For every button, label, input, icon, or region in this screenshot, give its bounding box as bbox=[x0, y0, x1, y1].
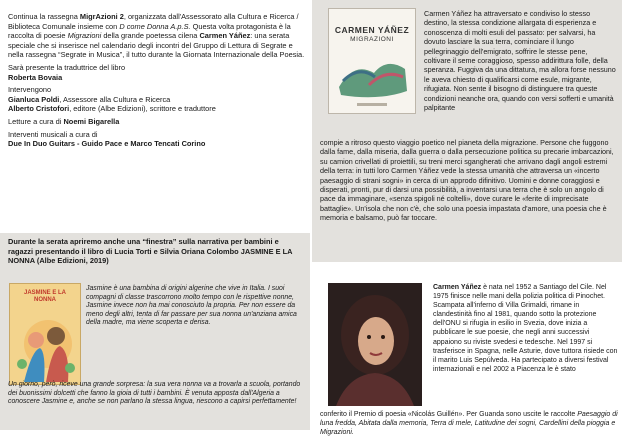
speaker-role: , Assessore alla Cultura e Ricerca bbox=[59, 94, 171, 104]
reading-block bbox=[8, 117, 306, 127]
association-name: D come Donna A.p.S. bbox=[119, 21, 191, 31]
musicians-name: Due In Duo Guitars - Guido Pace e Marco Tencati Corino bbox=[8, 139, 206, 149]
intro-text: Continua la rassegna bbox=[8, 12, 80, 21]
kids-book-section bbox=[0, 233, 310, 430]
speaker-role: , editore (Albe Edizioni), scrittore e traduttore bbox=[69, 104, 216, 114]
speakers-block bbox=[8, 85, 306, 114]
bio-text: conferito il Premio di poesia «Nicolás Guillén». Per Guanda sono uscite le raccolte bbox=[320, 411, 578, 418]
intro-text: Questa volta protagonista è la raccolta di poesie bbox=[8, 21, 291, 41]
intro-text: della grande poetessa cilena bbox=[101, 31, 200, 41]
poetry-book-description-continued: compie a ritroso questo viaggio poetico nel pianeta della migrazione. Persone che fuggono dalla fame, dalla miseria, dalla guerra o dalla persecuzione politica su precarie imbarcazioni, su camion crivellati di proiettili, su treni merci sgangherati che arrivano dagli angoli estremi della terra: in tutti loro Carmen Yáñez vede la stessa umanità che attraversa un «incerto paesaggio di strani sogni» in cerca di un approdo difinitivo. Uomini e donne coraggiosi e disperati, pronti, pur di darsi una possibilità, a inventarsi una terra che è solo un angolo di pace da immaginare, «senza spigoli né coltelli», dove curare le «ferite di imprecisate battaglie». Un'isola che non c'è, che solo una poesia impastata d'amore, una poesia che è memoria e balsamo, può far toccare. bbox=[320, 138, 614, 223]
intro-text: , organizzata dall'Assessorato alla Cultura e Ricerca / Biblioteca Comunale insieme con bbox=[8, 12, 299, 31]
bio-works-list: Paesaggio di luna fredda, Abitata dalla memoria, Terra di mele, Latitudine dei sogni, Cardellini della pioggia e Migrazioni. bbox=[320, 411, 618, 437]
kids-cover-title: JASMINE E LA NONNA bbox=[23, 290, 66, 303]
bio-poet-name: Carmen Yáñez bbox=[433, 284, 482, 291]
intro-text: : una serata speciale che si inserisce nel calendario degli incontri del Gruppo di Lettura di Segrate e nella rassegna “Segrate in Musica”, il tutto durante la Giornata Internazionale della Poesia. bbox=[8, 31, 305, 60]
migrazioni-book-cover-image bbox=[328, 8, 416, 114]
speaker-name: Alberto Cristofori bbox=[8, 104, 70, 114]
music-label: Interventi musicali a cura di bbox=[8, 129, 98, 139]
speaker-name: Gianluca Poldi bbox=[8, 94, 60, 104]
series-name: MigrAzioni 2 bbox=[79, 12, 124, 21]
bio-text: è nata nel 1952 a Santiago del Cile. Nel 1975 finisce nelle mani della polizia politica di Pinochet. Scampata all'inferno di Villa Grimaldi, rimane in clandestinità fino al 1981, quando sotto la protezione dell'ONU si rifugia in esilio in Svezia, dove inizia a pubblicare le sue poesie, che negli anni successivi appaiono su riviste svedesi e tedesche. Nel 1997 si trasferisce in Spagna, nelle Asturie, dove tuttora risiede con il marito Luis Sepúlveda. Ha partecipato a diversi festival internazionali e nel 2002 a Piacenza le è stato bbox=[433, 284, 618, 373]
intro-paragraph bbox=[8, 12, 306, 60]
left-column bbox=[0, 0, 310, 430]
music-block bbox=[8, 130, 306, 149]
poet-biography-continued bbox=[320, 410, 620, 437]
translator-block bbox=[8, 63, 306, 82]
book-cover-author: CARMEN YÁÑEZ bbox=[334, 25, 410, 35]
reader-name: Noemi Bigarella bbox=[63, 116, 120, 126]
book-name: Migrazioni bbox=[67, 31, 102, 41]
kids-section-title: Durante la serata apriremo anche una “finestra” sulla narrativa per bambini e ragazzi presentando il libro di Lucia Torti e Silvia Oriana Colombo JASMINE E LA NONNA (Albe Edizioni, 2019) bbox=[8, 237, 293, 266]
speakers-label: Intervengono bbox=[8, 85, 52, 95]
poet-portrait-photo bbox=[328, 283, 422, 406]
right-column bbox=[312, 0, 622, 437]
portrait-illustration bbox=[328, 283, 422, 406]
kids-book-cover-image bbox=[9, 283, 81, 385]
translator-name: Roberta Bovaia bbox=[8, 72, 63, 82]
poetry-book-section bbox=[312, 0, 622, 262]
translator-label: Sarà presente la traduttrice del libro bbox=[8, 62, 126, 72]
poet-biography bbox=[433, 283, 619, 374]
book-cover-title: MIGRAZIONI bbox=[350, 36, 394, 43]
kids-book-summary-continued: Un giorno, però, riceve una grande sorpresa: la sua vera nonna va a trovarla a scuola, portando dei buonissimi dolcetti che fanno la gioia di tutti i bambini. È venuta apposta dall'Algeria a conoscere Jasmine e, anche se non parlano la stessa lingua, riescono a capirsi perfettamente! bbox=[8, 381, 301, 405]
poetry-book-description: Carmen Yáñez ha attraversato e condiviso lo stesso destino, la stessa condizione allargata di esperienza e conoscenza di molti esuli del passato: per salvarsi, ha dovuto lasciare la sua terra, cominciare il lungo pellegrinaggio dell'emigrato, soffrire le stesse pene, coltivare il seme coraggioso, spesso addirittura folle, della speranza. Fuggiva da una dittatura, ma allora forse nessuno le aveva chiesto di qualificarsi come esule, migrante, rifugiata. Non sente il bisogno di distinguere tra queste condizioni neanche ora, quando con versi sofferti e umanità palpitante bbox=[424, 9, 616, 113]
poet-name: Carmen Yáñez bbox=[199, 31, 251, 41]
reading-label: Letture a cura di bbox=[8, 116, 64, 126]
event-intro bbox=[8, 12, 306, 152]
kids-book-summary: Jasmine è una bambina di origini algerine che vive in Italia. I suoi compagni di classe trascorrono molto tempo con le rispettive nonne, Jasmine invece non ha mai conosciuto la propria. Per non essere da meno degli altri, tenta di far passare per sua nonna un'anziana amica della madre, ma viene scoperta e derisa. bbox=[86, 285, 297, 326]
